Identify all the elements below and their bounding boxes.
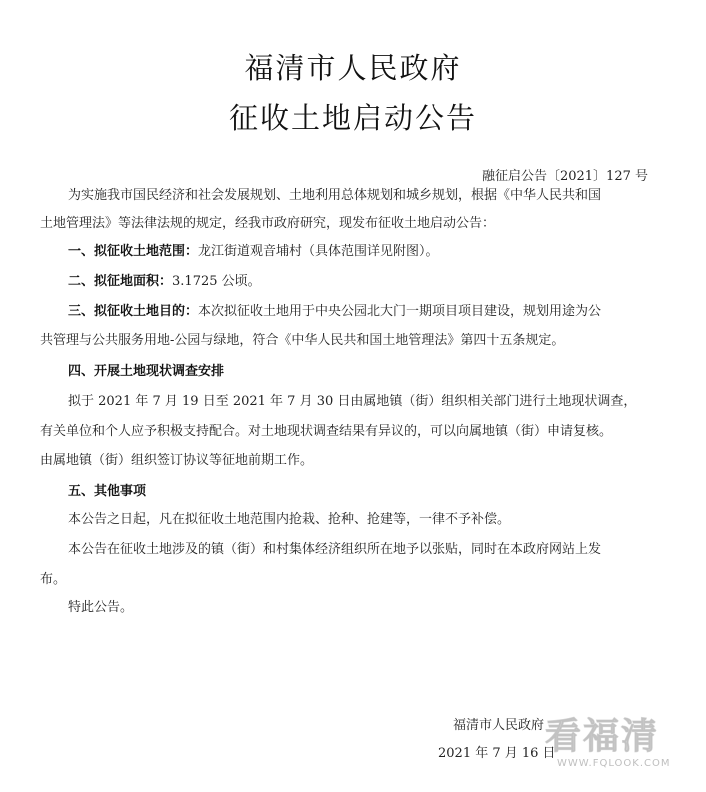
section-5-heading: 五、其他事项 xyxy=(68,484,147,499)
section-4-heading: 四、开展土地现状调查安排 xyxy=(68,364,225,379)
section-4-line-1: 拟于 2021 年 7 月 19 日至 2021 年 7 月 30 日由属地镇（街）组织相关部门进行土地现状调查， xyxy=(68,394,637,409)
watermark-url: WWW.FQLOOK.COM xyxy=(557,758,671,769)
section-4-line-3: 由属地镇（街）组织签订协议等征地前期工作。 xyxy=(40,453,314,468)
section-5-para-2-line-2: 布。 xyxy=(40,572,67,587)
section-3-text-1: 本次拟征收土地用于中央公园北大门一期项目项目建设，规划用途为公 xyxy=(198,304,602,319)
title-subject: 征收土地启动公告 xyxy=(228,101,477,135)
signature-date: 2021 年 7 月 16 日 xyxy=(438,746,556,761)
intro-line-1: 为实施我市国民经济和社会发展规划、土地利用总体规划和城乡规划，根据《中华人民共和国 xyxy=(68,188,602,203)
section-3-heading: 三、拟征收土地目的： xyxy=(68,304,199,319)
document-number: 融征启公告〔2021〕127 号 xyxy=(481,169,648,184)
signature-org: 福清市人民政府 xyxy=(453,718,545,733)
section-1-text: 龙江街道观音埔村（具体范围详见附图）。 xyxy=(198,244,439,259)
section-3 xyxy=(68,304,601,320)
title-issuer: 福清市人民政府 xyxy=(244,51,462,85)
section-2-heading: 二、拟征地面积： xyxy=(68,274,173,289)
section-1 xyxy=(68,244,439,260)
intro-line-2: 土地管理法》等法律法规的规定，经我市政府研究，现发布征收土地启动公告： xyxy=(40,216,496,231)
section-3-text-2: 共管理与公共服务用地-公园与绿地，符合《中华人民共和国土地管理法》第四十五条规定。 xyxy=(40,333,565,348)
watermark-logo: 看福清 xyxy=(545,716,660,757)
section-1-heading: 一、拟征收土地范围： xyxy=(68,244,199,259)
section-4-line-2: 有关单位和个人应予积极支持配合。对土地现状调查结果有异议的，可以向属地镇（街）申请复核。 xyxy=(40,424,613,439)
section-2 xyxy=(68,274,261,290)
closing-remark: 特此公告。 xyxy=(68,600,134,615)
section-5-para-1: 本公告之日起，凡在拟征收土地范围内抢栽、抢种、抢建等，一律不予补偿。 xyxy=(68,512,511,527)
section-2-text: 3.1725 公顷。 xyxy=(172,274,261,289)
section-5-para-2-line-1: 本公告在征收土地涉及的镇（街）和村集体经济组织所在地予以张贴，同时在本政府网站上发 xyxy=(68,542,602,557)
site-watermark xyxy=(545,708,695,778)
